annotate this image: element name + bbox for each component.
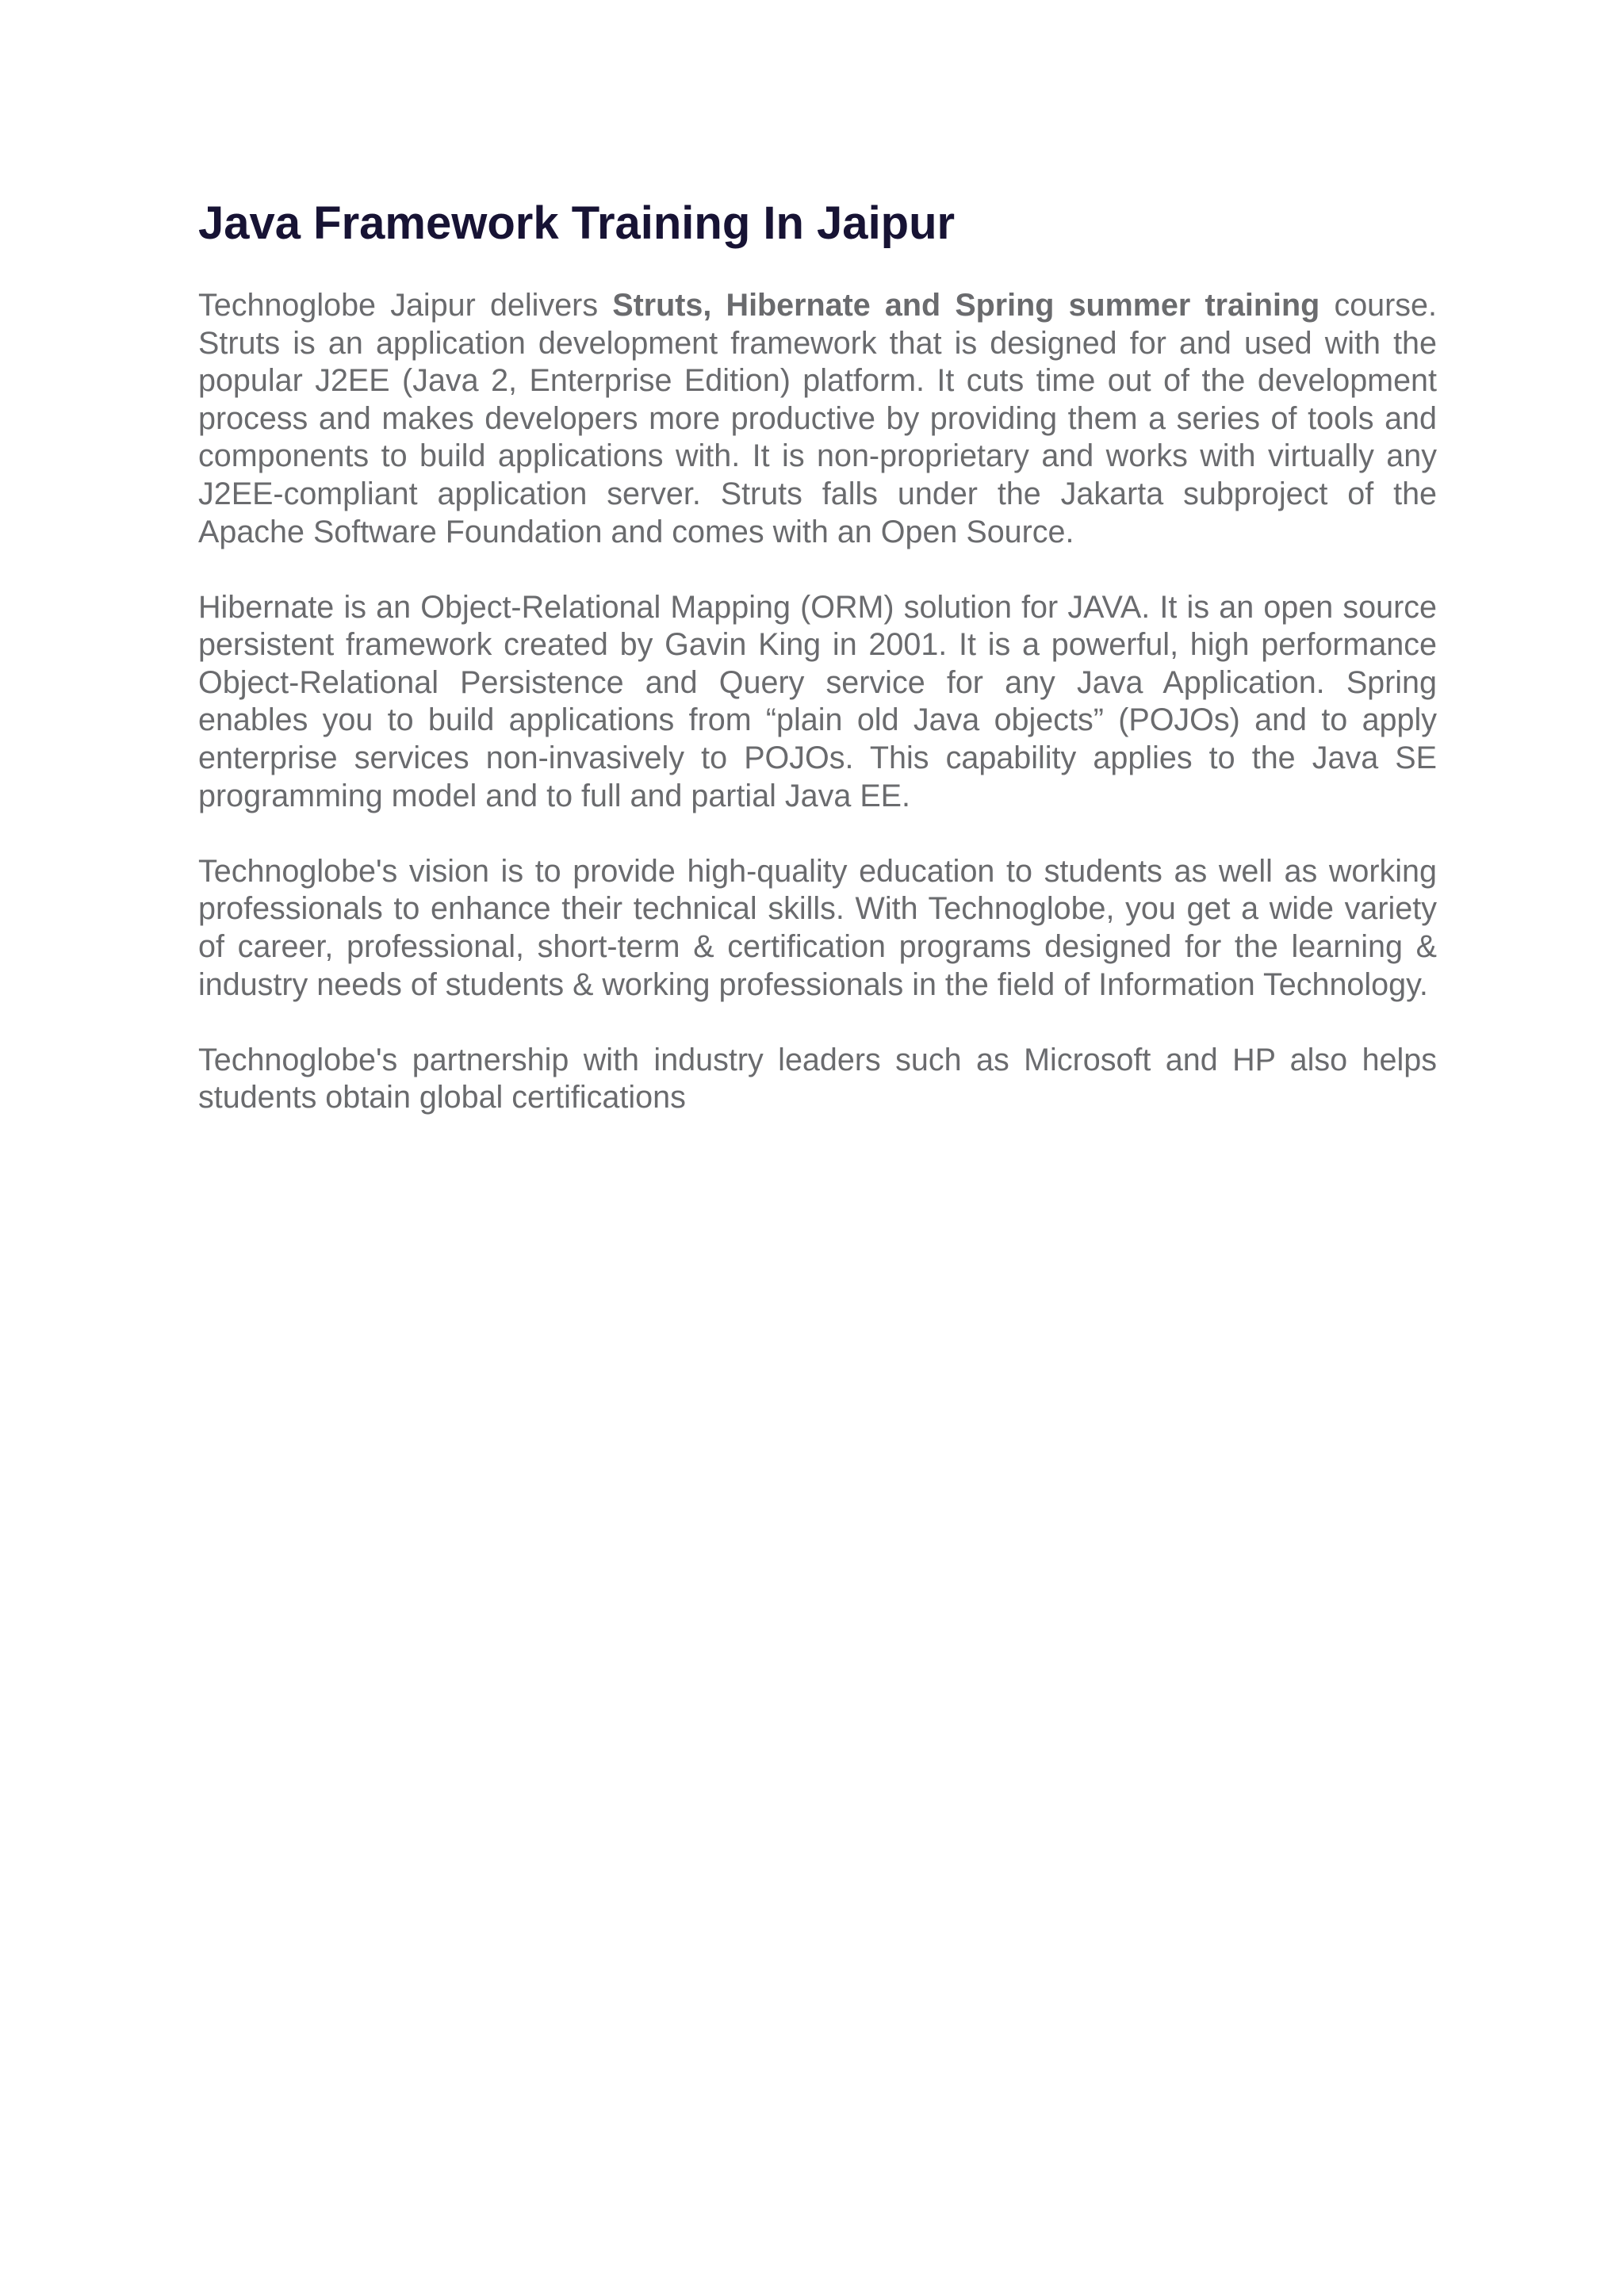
paragraph-struts-lead: Technoglobe Jaipur delivers xyxy=(198,288,613,323)
paragraph-vision: Technoglobe's vision is to provide high-quality education to students as well as working professionals to enhance their technical skills. With Technoglobe, you get a wide variety of career, professional, short-term & certification programs designed for the learning & industry needs of students & working professionals in the field of Information Technology. xyxy=(198,853,1437,1002)
paragraph-hibernate-spring: Hibernate is an Object-Relational Mapping (ORM) solution for JAVA. It is an open source persistent framework created by Gavin King in 2001. It is a powerful, high performance Object-Relational Persistence and Query service for any Java Application. Spring enables you to build applications from “plain old Java objects” (POJOs) and to apply enterprise services non-invasively to POJOs. This capability applies to the Java SE programming model and to full and partial Java EE. xyxy=(198,589,1437,813)
paragraph-partnership: Technoglobe's partnership with industry leaders such as Microsoft and HP also helps students obtain global certifications xyxy=(198,1042,1437,1115)
document-content xyxy=(198,197,1437,1154)
page-title: Java Framework Training In Jaipur xyxy=(198,197,956,249)
paragraph-struts-rest: course. Struts is an application development framework that is designed for and used with the popular J2EE (Java 2, Enterprise Edition) platform. It cuts time out of the development process and makes developers more productive by providing them a series of tools and components to build applications with. It is non-proprietary and works with virtually any J2EE-compliant application server. Struts falls under the Jakarta subproject of the Apache Software Foundation and comes with an Open Source. xyxy=(198,288,1437,549)
paragraph-struts-bold: Struts, Hibernate and Spring summer training xyxy=(612,288,1320,323)
paragraph-struts xyxy=(198,287,1437,551)
